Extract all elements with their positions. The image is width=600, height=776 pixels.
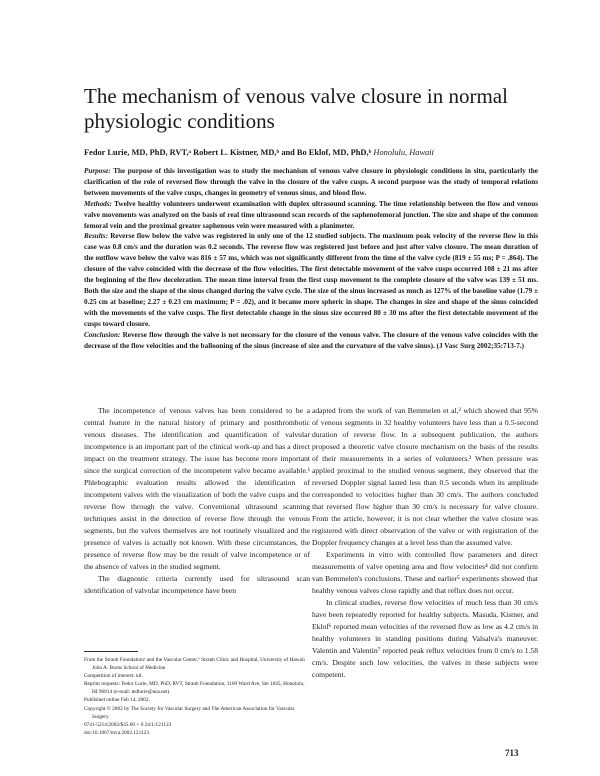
- body-paragraph: The incompetence of venous valves has been considered to be a central feature in the natural history of primary and postthrombotic venous diseases. The identification and quantification of valvular incompetence is an important part of the clinical work-up and has a direct impact on the treatment strategy. The issue has become more important since the surgical correction of the incompetent valve became available.¹ Phlebographic evaluation results allowed the identification of incompetent valves with the visualization of both the valve cusps and the reverse flow through the valve. Conventional ultrasound scanning techniques assist in the detection of reverse flow through the venous segments, but the valves themselves are not routinely visualized and the presence of valves is actually not known. With these circumstances, the presence of reverse flow may be the result of valve incompetence or of the absence of valves in the studied segment.: [84, 406, 310, 571]
- author-location: Honolulu, Hawaii: [373, 148, 434, 157]
- footnote-affiliation: From the Straub Foundationᵃ and the Vascular Center,ᵇ Straub Clinic and Hospital, University of Hawaii John A. Burns School of Medicine.: [84, 657, 305, 672]
- footnotes: [84, 656, 310, 737]
- methods-label: Methods:: [84, 199, 112, 208]
- footnote-copyright: Copyright © 2002 by The Society for Vascular Surgery and The American Association for Vascular Surgery.: [84, 705, 295, 720]
- purpose-text: The purpose of this investigation was to study the mechanism of venous valve closure in physiologic conditions in situ, particularly the clarification of the role of reversed flow through the valve in the closure of the valve cusps. A second purpose was the study of temporal relations between movements of the valve cusps, changes in geometry of venous sinus, and blood flow.: [84, 167, 538, 197]
- page-number: 713: [505, 748, 519, 758]
- purpose-label: Purpose:: [84, 167, 111, 175]
- footnote-divider: [84, 651, 138, 652]
- footnote-published: Published online Feb 14, 2002.: [84, 697, 150, 704]
- abstract-methods: [84, 199, 538, 232]
- body-column-right: [312, 405, 538, 681]
- methods-text: Twelve healthy volunteers underwent examination with duplex ultrasound scanning. The time relationship between the flow and venous valve movements was analyzed on the basis of real time ultrasound scan records of the saphenofemoral junction. The size and shape of the common femoral vein and the proximal greater saphenous vein were measured with a planimeter.: [84, 199, 538, 230]
- conclusion-text: Reverse flow through the valve is not necessary for the closure of the venous valve. The closure of the venous valve coincides with the decrease of the flow velocities and the ballooning of the sinus (increase of size and the curvature of the valve sinus). (J Vasc Surg 2002;35:713-7.): [84, 330, 539, 350]
- body-paragraph: The diagnostic criteria currently used for ultrasound scan identification of valvular incompetence have been: [84, 574, 310, 595]
- body-paragraph: adapted from the work of van Bemmelen et al,² which showed that 95% of venous segments in 32 healthy volunteers have less than a 0.5-second duration of reverse flow. In a subsequent publication, the authors proposed a theoretic valve closure mechanism on the basis of the results of their measurements in a series of volunteers.³ When pressure was applied proximal to the studied venous segment, they observed that the reversed Doppler signal lasted less than 0.5 seconds when its amplitude corresponded to velocities higher than 30 cm/s. The authors concluded that reversed flow higher than 30 cm/s is necessary for valve closure. From the article, however, it is not clear whether the valve closure was registered with direct observation of the valve or with registration of the Doppler frequency changes at a level less than the assumed valve.: [312, 406, 538, 547]
- body-paragraph: Experiments in vitro with controlled flow parameters and direct measurements of valve opening area and flow velocities⁴ did not confirm van Bemmelen's conclusions. These and earlier⁵ experiments showed that healthy venous valves close rapidly and that reflux does not occur.: [312, 550, 538, 595]
- abstract: [84, 166, 538, 351]
- abstract-results: [84, 231, 538, 329]
- footnote-doi: doi:10.1067/mva.2002.121123: [84, 729, 149, 736]
- author-names: Fedor Lurie, MD, PhD, RVT,ᵃ Robert L. Kistner, MD,ᵇ and Bo Eklof, MD, PhD,ᵇ: [84, 148, 372, 157]
- conclusion-label: Conclusion:: [84, 330, 121, 339]
- author-line: [84, 148, 544, 157]
- body-column-left: [84, 405, 310, 597]
- results-text: Reverse flow below the valve was registered in only one of the 12 studied subjects. The maximum peak velocity of the reverse flow in this case was 0.8 cm/s and the duration was 0.2 seconds. The reverse flow was registered just before and just after valve closure. The mean duration of the outflow wave below the valve was 816 ± 57 ms, which was not significantly different from the time of the valve cycle (819 ± 55 ms; P = .864). The closure of the valve coincided with the decrease of the flow velocities. The first detectable movement of the valve cusps occurred 108 ± 21 ms after the beginning of the flow deceleration. The mean time interval from the first cusp movement to the complete closure of the valve was 139 ± 51 ms. Both the size and the shape of the sinus changed during the valve cycle. The size of the sinus increased as much as 127% of the baseline value (1.79 ± 0.25 cm at baseline; 2.27 ± 0.23 cm maximum; P = .02), and it became more spheric in shape. The changes in size and shape of the sinus coincided with the movements of the valve cusps. The first detectable change in the sinus size occurred 80 ± 30 ms after the first detectable movement of the cusps toward closure.: [84, 232, 538, 328]
- results-label: Results:: [84, 232, 108, 241]
- footnote-reprint: Reprint requests: Fedor Lurie, MD, PhD, RVT, Straub Foundation, 1100 Ward Ave, Ste 1045, Honolulu, HI 96814 (e-mail: tedlurie@usa.net).: [84, 681, 305, 696]
- body-paragraph: In clinical studies, reverse flow velocities of much less than 30 cm/s have been repeatedly reported for healthy subjects. Masuda, Kistner, and Eklof⁶ reported mean velocities of the reversed flow as low as 4.2 cm/s in healthy volunteers in standing positions during Valsalva's maneuver. Valentin and Valentin⁷ reported peak reflux velocities from 0 cm/s to 1.58 cm/s. Despite such low velocities, the valves in these subjects were competent.: [312, 598, 538, 679]
- article-title: The mechanism of venous valve closure in normal physiologic conditions: [84, 84, 508, 133]
- abstract-conclusion: [84, 330, 538, 352]
- footnote-competition: Competition of interest: nil.: [84, 673, 143, 680]
- abstract-purpose: [84, 166, 538, 199]
- footnote-issn: 0741-5214/2002/$35.00 + 0 24/1/121123: [84, 721, 172, 728]
